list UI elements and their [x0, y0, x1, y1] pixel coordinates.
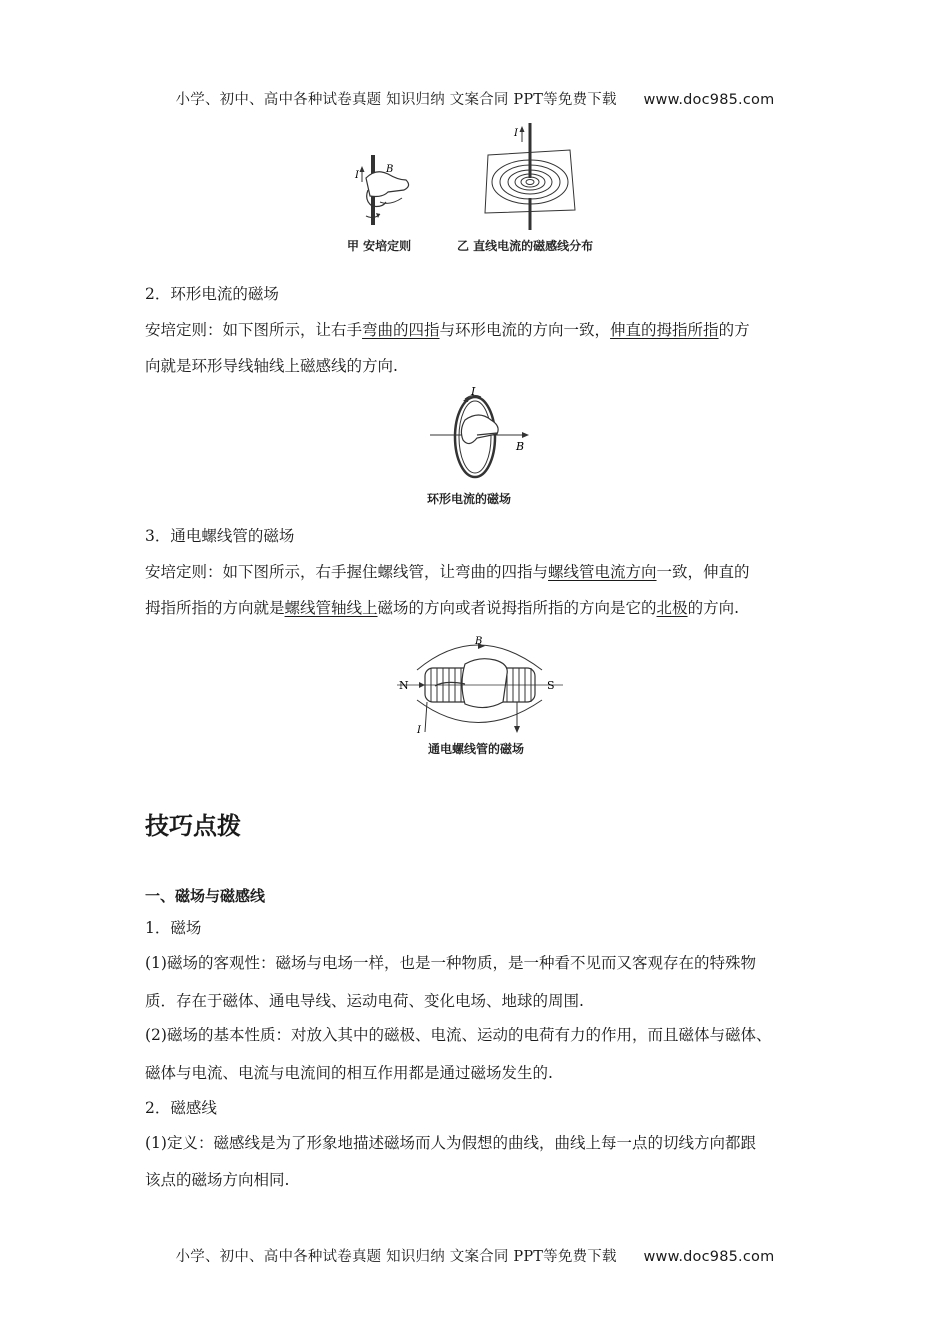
fig1-caption-right: 乙 直线电流的磁感线分布	[457, 239, 594, 253]
figure-straight-current	[340, 120, 610, 255]
s3-text: 拇指所指的方向就是	[145, 599, 285, 617]
tips-p2-line1: (2)磁场的基本性质：对放入其中的磁极、电流、运动的电荷有力的作用，而且磁体与磁体、	[145, 1026, 772, 1044]
s3-text: 的方向.	[687, 599, 739, 617]
tips-item2-heading: 2．磁感线	[145, 1099, 217, 1117]
tips-p1-line2: 质．存在于磁体、通电导线、运动电荷、变化电场、地球的周围.	[145, 992, 584, 1010]
footer-url[interactable]: www.doc985.com	[643, 1249, 775, 1265]
section-title-tips: 技巧点拨	[145, 812, 241, 840]
section3-paragraph-line2	[145, 590, 815, 626]
fig1-label-I: I	[355, 170, 359, 181]
s2-underline-four-fingers: 弯曲的四指	[362, 321, 440, 339]
tips-subheading-1: 一、磁场与磁感线	[145, 887, 266, 905]
s3-text: 磁场的方向或者说拇指所指的方向是它的	[377, 599, 657, 617]
fig2-caption: 环形电流的磁场	[427, 492, 512, 506]
tips-p2-line2: 磁体与电流、电流与电流间的相互作用都是通过磁场发生的.	[145, 1064, 553, 1082]
page-footer	[0, 1245, 950, 1266]
s3-underline-axis: 螺线管轴线上	[284, 599, 378, 617]
s2-text: 与环形电流的方向一致，	[439, 321, 611, 339]
footer-text: 小学、初中、高中各种试卷真题 知识归纳 文案合同 PPT等免费下载	[175, 1249, 617, 1265]
fig3-label-B: B	[475, 636, 483, 647]
page-header	[0, 88, 950, 109]
fig3-label-S: S	[547, 679, 555, 692]
s2-text: 安培定则：如下图所示，让右手	[145, 321, 363, 339]
section2-paragraph-line2: 向就是环形导线轴线上磁感线的方向.	[145, 357, 398, 375]
fig3-label-I: I	[417, 725, 421, 735]
hand-grip-wire-illustration	[354, 155, 409, 225]
s2-underline-thumb: 伸直的拇指所指	[610, 321, 719, 339]
fig1-label-B: B	[386, 164, 394, 175]
s3-underline-current-direction: 螺线管电流方向	[548, 563, 657, 581]
s2-text: 的方	[718, 321, 750, 339]
section3-paragraph-line1	[145, 554, 815, 590]
fig3-caption: 通电螺线管的磁场	[428, 742, 525, 756]
figure-solenoid	[395, 630, 565, 735]
section2-paragraph-line1	[145, 312, 815, 348]
tips-p1-line1: (1)磁场的客观性：磁场与电场一样，也是一种物质，是一种看不见而又客观存在的特殊物	[145, 954, 756, 972]
section3-heading: 3．通电螺线管的磁场	[145, 527, 295, 545]
tips-p3-line1: (1)定义：磁感线是为了形象地描述磁场而人为假想的曲线，曲线上每一点的切线方向都跟	[145, 1134, 756, 1152]
fig2-label-B: B	[516, 440, 525, 453]
section2-heading: 2．环形电流的磁场	[145, 285, 279, 303]
fig1-caption-left: 甲 安培定则	[347, 239, 412, 253]
fig1-right-label-I: I	[514, 128, 518, 139]
s3-text: 安培定则：如下图所示，右手握住螺线管，让弯曲的四指与	[145, 563, 549, 581]
s3-text: 一致，伸直的	[656, 563, 750, 581]
concentric-field-lines-illustration	[485, 123, 575, 230]
fig3-label-N: N	[399, 679, 409, 692]
s3-underline-north-pole: 北极	[656, 599, 688, 617]
figure-ring-current	[425, 385, 535, 485]
tips-p3-line2: 该点的磁场方向相同.	[145, 1171, 290, 1189]
header-url[interactable]: www.doc985.com	[643, 92, 775, 108]
tips-item1-heading: 1．磁场	[145, 919, 202, 937]
header-text: 小学、初中、高中各种试卷真题 知识归纳 文案合同 PPT等免费下载	[175, 92, 617, 108]
fig2-label-I: I	[471, 385, 476, 398]
